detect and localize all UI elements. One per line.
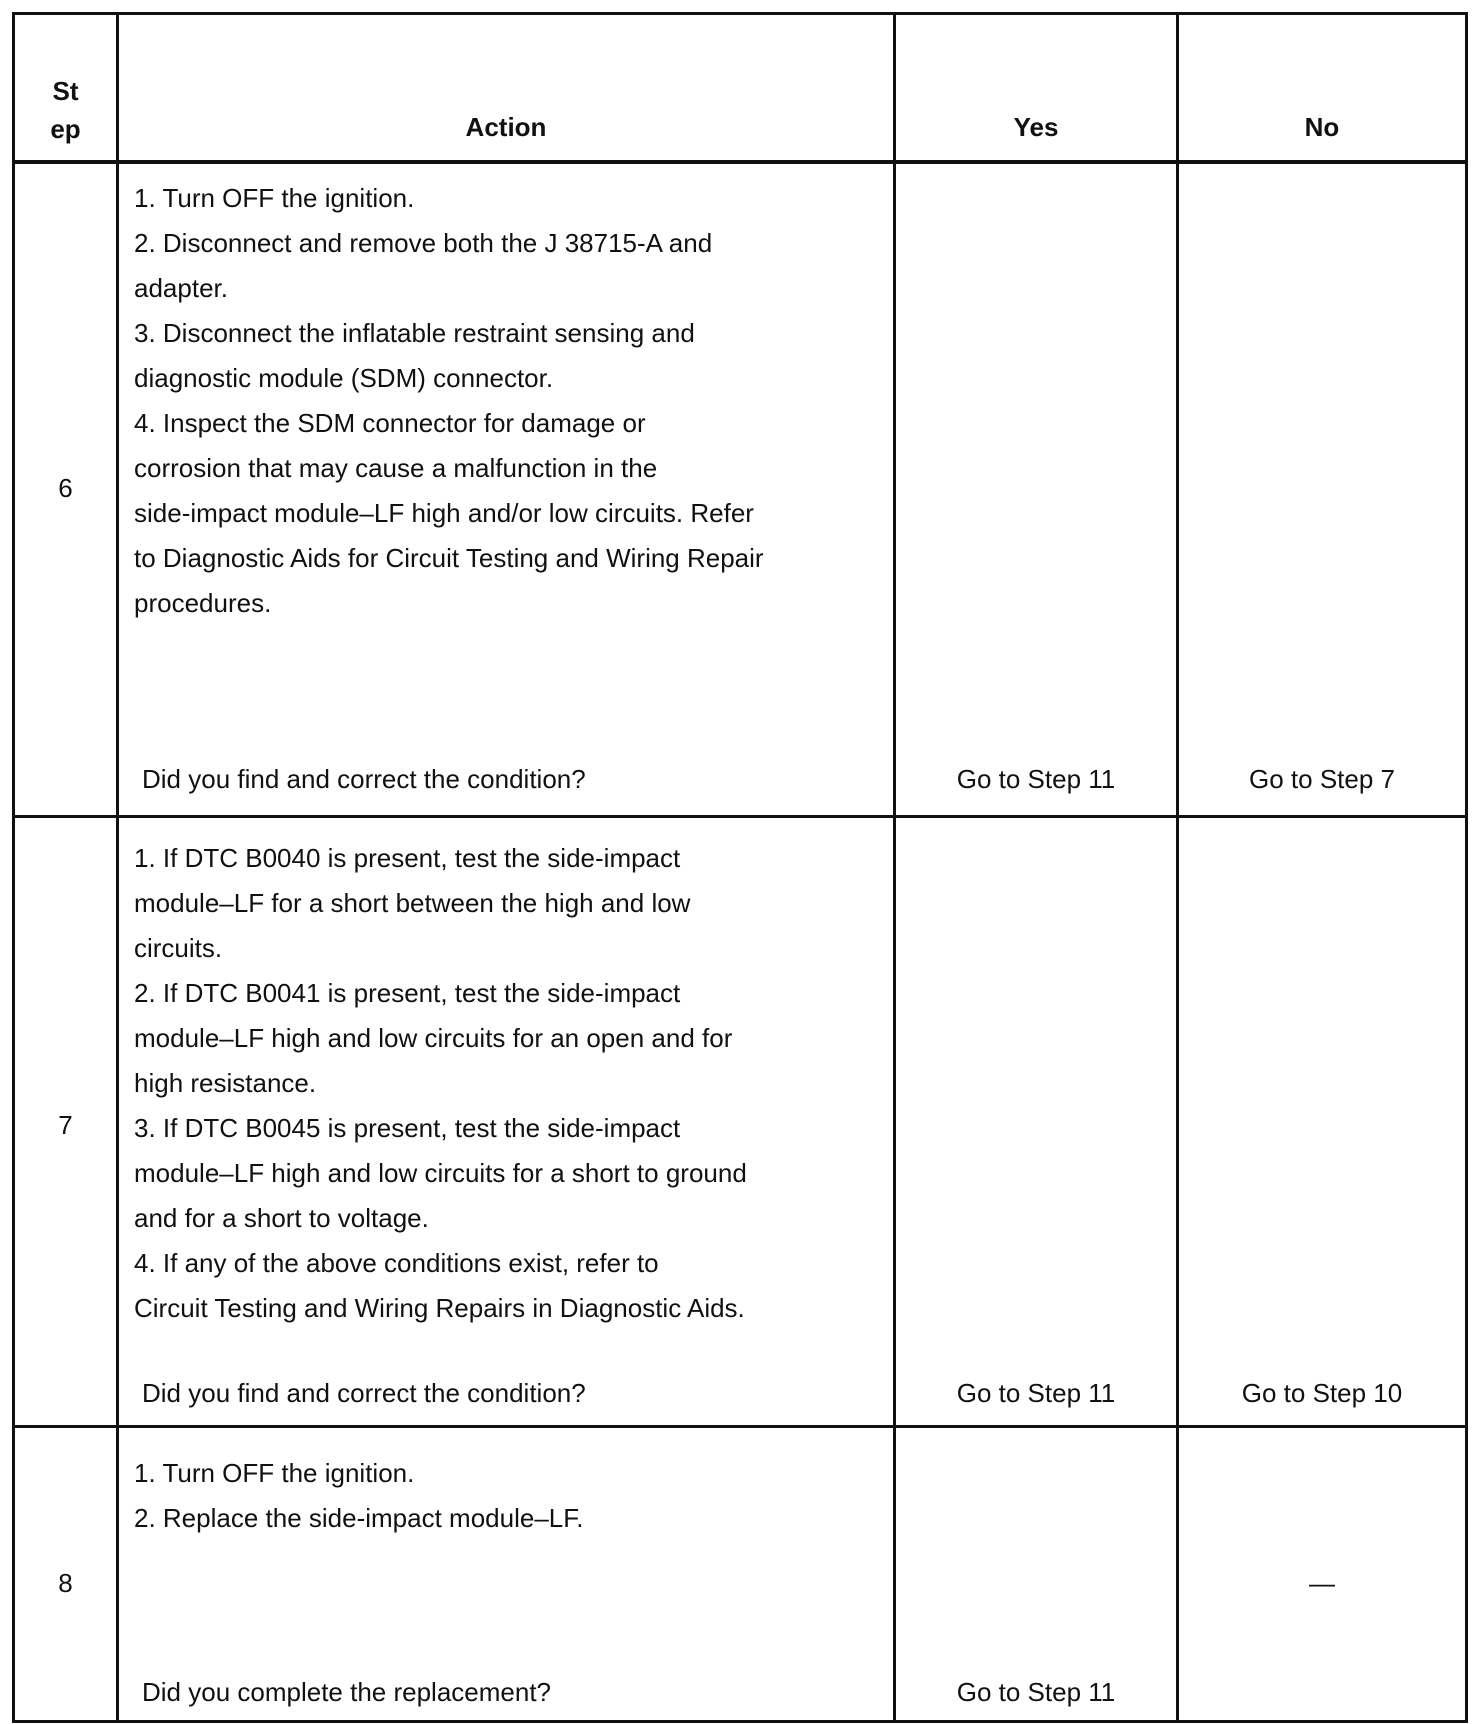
instruction-line: to Diagnostic Aids for Circuit Testing and Wiring Repair bbox=[134, 543, 764, 573]
action-instructions bbox=[134, 176, 764, 626]
table-border-bottom bbox=[12, 1720, 1468, 1723]
instruction-line: 4. Inspect the SDM connector for damage or bbox=[134, 408, 646, 438]
instruction-line: 1. Turn OFF the ignition. bbox=[134, 1458, 415, 1488]
header-no: No bbox=[1304, 112, 1340, 142]
header-yes: Yes bbox=[1013, 112, 1059, 142]
yes-result: Go to Step 11 bbox=[956, 1378, 1116, 1408]
instruction-line: module–LF high and low circuits for an open and for bbox=[134, 1023, 733, 1053]
row-divider bbox=[12, 1425, 1468, 1428]
action-instructions bbox=[134, 1451, 583, 1541]
instruction-line: 2. If DTC B0041 is present, test the side-impact bbox=[134, 978, 681, 1008]
instruction-line: Circuit Testing and Wiring Repairs in Diagnostic Aids. bbox=[134, 1293, 745, 1323]
instruction-line: diagnostic module (SDM) connector. bbox=[134, 363, 554, 393]
instruction-line: 1. If DTC B0040 is present, test the side-impact bbox=[134, 843, 681, 873]
yes-result: Go to Step 11 bbox=[956, 1677, 1116, 1707]
action-question: Did you find and correct the condition? bbox=[142, 1378, 586, 1408]
table-border-left bbox=[12, 12, 15, 1723]
no-result: — bbox=[1309, 1568, 1335, 1598]
column-divider bbox=[116, 12, 119, 1723]
action-question: Did you find and correct the condition? bbox=[142, 764, 586, 794]
table-row-step: 8 bbox=[58, 1568, 73, 1598]
instruction-line: adapter. bbox=[134, 273, 228, 303]
instruction-line: module–LF for a short between the high and low bbox=[134, 888, 691, 918]
instruction-line: module–LF high and low circuits for a short to ground bbox=[134, 1158, 747, 1188]
header-action: Action bbox=[465, 112, 547, 142]
instruction-line: corrosion that may cause a malfunction in the bbox=[134, 453, 658, 483]
table-border-right bbox=[1465, 12, 1468, 1723]
instruction-line: procedures. bbox=[134, 588, 272, 618]
instruction-line: 3. If DTC B0045 is present, test the side-impact bbox=[134, 1113, 681, 1143]
table-border-top bbox=[12, 12, 1468, 15]
instruction-line: and for a short to voltage. bbox=[134, 1203, 429, 1233]
yes-result: Go to Step 11 bbox=[956, 764, 1116, 794]
instruction-line: 2. Disconnect and remove both the J 38715-A and bbox=[134, 228, 713, 258]
instruction-line: 4. If any of the above conditions exist, refer to bbox=[134, 1248, 659, 1278]
header-divider bbox=[12, 160, 1468, 164]
instruction-line: high resistance. bbox=[134, 1068, 317, 1098]
instruction-line: 1. Turn OFF the ignition. bbox=[134, 183, 415, 213]
instruction-line: 2. Replace the side-impact module–LF. bbox=[134, 1503, 584, 1533]
row-divider bbox=[12, 815, 1468, 818]
column-divider bbox=[893, 12, 896, 1723]
no-result: Go to Step 7 bbox=[1249, 764, 1395, 794]
instruction-line: side-impact module–LF high and/or low circuits. Refer bbox=[134, 498, 754, 528]
header-step: St ep bbox=[50, 76, 81, 144]
instruction-line: circuits. bbox=[134, 933, 223, 963]
action-question: Did you complete the replacement? bbox=[142, 1677, 552, 1707]
action-instructions bbox=[134, 836, 747, 1331]
no-result: Go to Step 10 bbox=[1241, 1378, 1403, 1408]
column-divider bbox=[1176, 12, 1179, 1723]
instruction-line: 3. Disconnect the inflatable restraint sensing and bbox=[134, 318, 695, 348]
table-row-step: 6 bbox=[58, 473, 73, 503]
table-row-step: 7 bbox=[58, 1110, 73, 1140]
